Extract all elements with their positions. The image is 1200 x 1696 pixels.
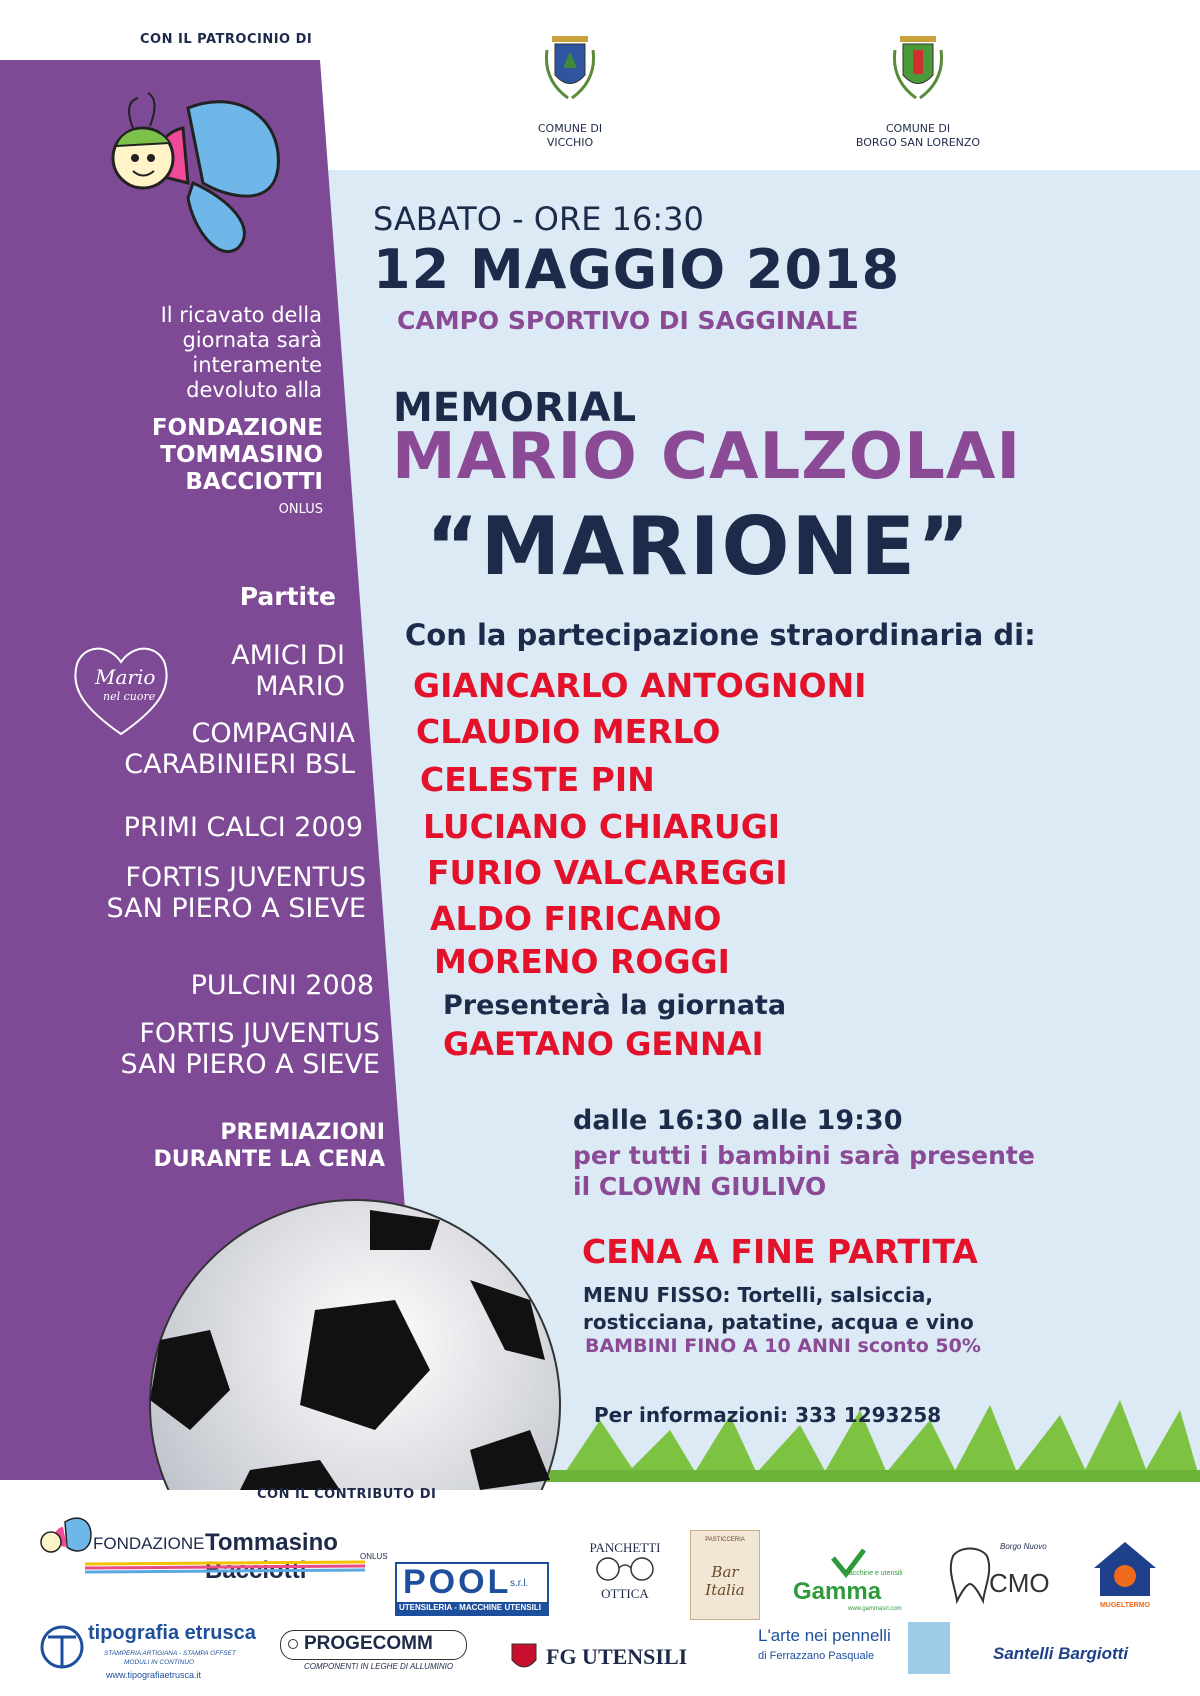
sponsor-panchetti-logo: PANCHETTI OTTICA — [589, 1540, 661, 1601]
rainbow-stripes — [85, 1560, 365, 1576]
sponsor-arte-pennelli-logo: L'arte nei pennelli di Ferrazzano Pasquale — [758, 1622, 948, 1680]
guest-player: MORENO ROGGI — [434, 942, 730, 981]
event-venue: CAMPO SPORTIVO DI SAGGINALE — [397, 306, 859, 335]
kids-clown-text: per tutti i bambini sarà presente il CLOWN GIULIVO — [573, 1141, 1035, 1201]
guest-player: LUCIANO CHIARUGI — [423, 807, 781, 846]
guest-player: CELESTE PIN — [420, 760, 655, 799]
soccer-ball-image — [140, 1190, 570, 1490]
dinner-menu: MENU FISSO: Tortelli, salsiccia, rosticciana, patatine, acqua e vino — [583, 1283, 974, 1334]
paint-picture — [908, 1622, 950, 1674]
shield-icon — [510, 1640, 538, 1674]
memorial-label: MEMORIAL — [393, 385, 637, 431]
match-fortis-1: FORTIS JUVENTUS SAN PIERO A SIEVE — [106, 862, 366, 924]
circle-icon — [288, 1639, 298, 1649]
guest-player: ALDO FIRICANO — [430, 899, 722, 938]
match-fortis-2: FORTIS JUVENTUS SAN PIERO A SIEVE — [120, 1018, 380, 1080]
vicchio-crest — [543, 30, 597, 104]
comune-vicchio-caption: COMUNE DI VICCHIO — [537, 122, 603, 149]
guests-intro: Con la partecipazione straordinaria di: — [405, 618, 1036, 652]
match-pulcini: PULCINI 2008 — [190, 970, 374, 1001]
memorial-name: MARIO CALZOLAI — [392, 420, 1022, 494]
ricavato-text: Il ricavato della giornata sarà interamente devoluto alla — [160, 303, 322, 402]
sponsor-pool-logo: POOL s.r.l. UTENSILERIA - MACCHINE UTENSILI — [395, 1562, 547, 1620]
sponsor-santelli-logo: Santelli Bargiotti — [993, 1644, 1129, 1663]
heart-text-mario: Mario — [95, 665, 156, 689]
comune-borgo-caption: COMUNE DI BORGO SAN LORENZO — [855, 122, 981, 149]
memorial-nickname: “MARIONE” — [426, 500, 972, 593]
match-carabinieri: COMPAGNIA CARABINIERI BSL — [124, 718, 355, 780]
sponsor-fg-utensili-logo: FG UTENSILI — [510, 1640, 720, 1680]
guest-player: CLAUDIO MERLO — [416, 712, 721, 751]
guest-player: FURIO VALCAREGGI — [427, 853, 788, 892]
house-sun-icon — [1092, 1540, 1158, 1598]
glasses-icon — [590, 1556, 660, 1582]
match-amici: AMICI DI MARIO — [231, 640, 345, 702]
contact-info: Per informazioni: 333 1293258 — [594, 1403, 942, 1427]
partite-heading: Partite — [239, 582, 336, 611]
sponsor-bar-italia-logo: PASTICCERIA Bar Italia — [690, 1530, 760, 1620]
match-primi-calci: PRIMI CALCI 2009 — [123, 812, 363, 843]
event-time: SABATO - ORE 16:30 — [373, 200, 704, 238]
kids-discount: BAMBINI FINO A 10 ANNI sconto 50% — [585, 1335, 981, 1357]
guest-player: GIANCARLO ANTOGNONI — [413, 666, 867, 705]
sponsors-title: CON IL CONTRIBUTO DI — [257, 1487, 437, 1502]
butterfly-logo — [88, 88, 288, 258]
dinner-title: CENA A FINE PARTITA — [582, 1232, 978, 1271]
sponsor-tipografia-logo: tipografia etrusca STAMPERIA ARTIGIANA - STAMPA OFFSET MODULI IN CONTINUO www.tipografiaetrusca.it — [40, 1620, 280, 1690]
heart-text-cuore: nel cuore — [103, 690, 156, 703]
fondazione-name: FONDAZIONE TOMMASINO BACCIOTTI — [151, 415, 323, 495]
event-date: 12 MAGGIO 2018 — [373, 238, 901, 301]
sponsor-gamma-logo: macchine e utensili Gamma www.gammasrl.com — [788, 1548, 906, 1612]
sponsor-progecomm-logo: PROGECOMM COMPONENTI IN LEGHE DI ALLUMINIO — [280, 1630, 470, 1680]
tooth-icon — [945, 1546, 995, 1606]
onlus-label: ONLUS — [278, 502, 323, 517]
patrocinio-label: CON IL PATROCINIO DI — [140, 32, 313, 47]
sponsor-fondazione-logo: FONDAZIONE Tommasino ONLUS — [35, 1512, 395, 1592]
sponsor-cmo-logo: Borgo Nuovo CMO — [945, 1540, 1055, 1620]
borgo-san-lorenzo-crest — [891, 30, 945, 104]
presenter-name: GAETANO GENNAI — [443, 1025, 764, 1063]
sponsor-mugeltermo-logo: MUGELTERMO — [1090, 1540, 1160, 1612]
presenter-intro: Presenterà la giornata — [443, 990, 787, 1021]
kids-hours: dalle 16:30 alle 19:30 — [573, 1105, 903, 1136]
premiazioni-text: PREMIAZIONI DURANTE LA CENA — [153, 1120, 385, 1172]
te-monogram-icon — [40, 1622, 84, 1672]
